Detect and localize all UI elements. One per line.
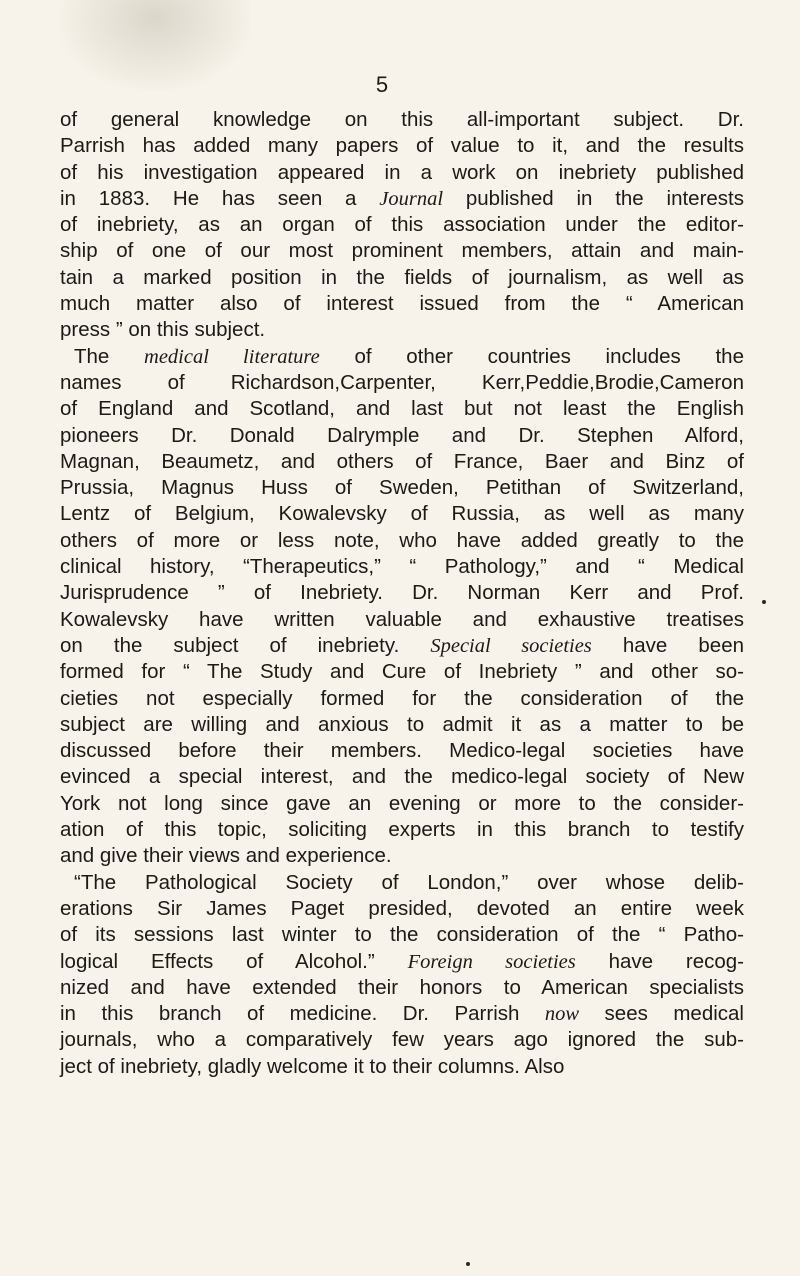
text-line: discussed before their members. Medico-legal societies have <box>60 739 744 763</box>
text-line: clinical history, “Therapeutics,” “ Pathology,” and “ Medical <box>60 555 744 579</box>
text-line: of England and Scotland, and last but not least the English <box>60 397 744 421</box>
text-line: of inebriety, as an organ of this association under the editor- <box>60 213 744 237</box>
text-line: much matter also of interest issued from the “ American <box>60 292 744 316</box>
text-line: formed for “ The Study and Cure of Inebriety ” and other so- <box>60 660 744 684</box>
ink-stain <box>60 0 250 90</box>
text-line: cieties not especially formed for the consideration of the <box>60 686 744 710</box>
text-line: of his investigation appeared in a work on inebriety published <box>60 160 744 184</box>
text-line: ation of this topic, soliciting experts in this branch to testify <box>60 818 744 842</box>
text-line: “The Pathological Society of London,” over whose delib- <box>74 870 744 894</box>
text-line: Kowalevsky have written valuable and exhaustive treatises <box>60 607 744 631</box>
text-line: press ” on this subject. <box>60 318 266 342</box>
text-line: of its sessions last winter to the consideration of the “ Patho- <box>60 923 744 947</box>
text-line: The medical literature of other countries includes the <box>74 344 744 368</box>
margin-speck <box>466 1262 470 1266</box>
text-line: of general knowledge on this all-important subject. Dr. <box>60 108 744 131</box>
text-line: Prussia, Magnus Huss of Sweden, Petithan of Switzerland, <box>60 476 744 500</box>
text-line: names of Richardson,Carpenter, Kerr,Peddie,Brodie,Cameron <box>60 370 744 394</box>
text-line: pioneers Dr. Donald Dalrymple and Dr. Stephen Alford, <box>60 423 744 447</box>
text-line: logical Effects of Alcohol.” Foreign societies have recog- <box>60 949 745 973</box>
text-line: Jurisprudence ” of Inebriety. Dr. Norman Kerr and Prof. <box>60 581 744 605</box>
text-line: journals, who a comparatively few years ago ignored the sub- <box>60 1028 744 1052</box>
text-line: in this branch of medicine. Dr. Parrish now sees medical <box>60 1002 744 1026</box>
text-line: evinced a special interest, and the medico-legal society of New <box>60 765 744 789</box>
text-line: Parrish has added many papers of value to it, and the results <box>60 134 744 158</box>
text-line: ship of one of our most prominent members, attain and main- <box>60 239 744 263</box>
text-line: tain a marked position in the fields of journalism, as well as <box>60 265 744 289</box>
text-line: nized and have extended their honors to American specialists <box>60 975 744 999</box>
body-text <box>60 107 744 1080</box>
text-line: Magnan, Beaumetz, and others of France, Baer and Binz of <box>60 449 744 473</box>
text-line: in 1883. He has seen a Journal published in the interests <box>60 186 744 210</box>
text-line: ject of inebriety, gladly welcome it to their columns. Also <box>60 1054 565 1078</box>
margin-speck <box>762 600 766 604</box>
page-number: 5 <box>375 72 389 97</box>
text-line: erations Sir James Paget presided, devoted an entire week <box>60 896 744 920</box>
text-line: on the subject of inebriety. Special societies have been <box>60 633 744 657</box>
text-line: Lentz of Belgium, Kowalevsky of Russia, as well as many <box>60 502 744 526</box>
text-line: subject are willing and anxious to admit it as a matter to be <box>60 712 744 736</box>
text-line: York not long since gave an evening or more to the consider- <box>60 791 744 815</box>
text-line: others of more or less note, who have added greatly to the <box>60 528 744 552</box>
text-line: and give their views and experience. <box>60 844 392 868</box>
